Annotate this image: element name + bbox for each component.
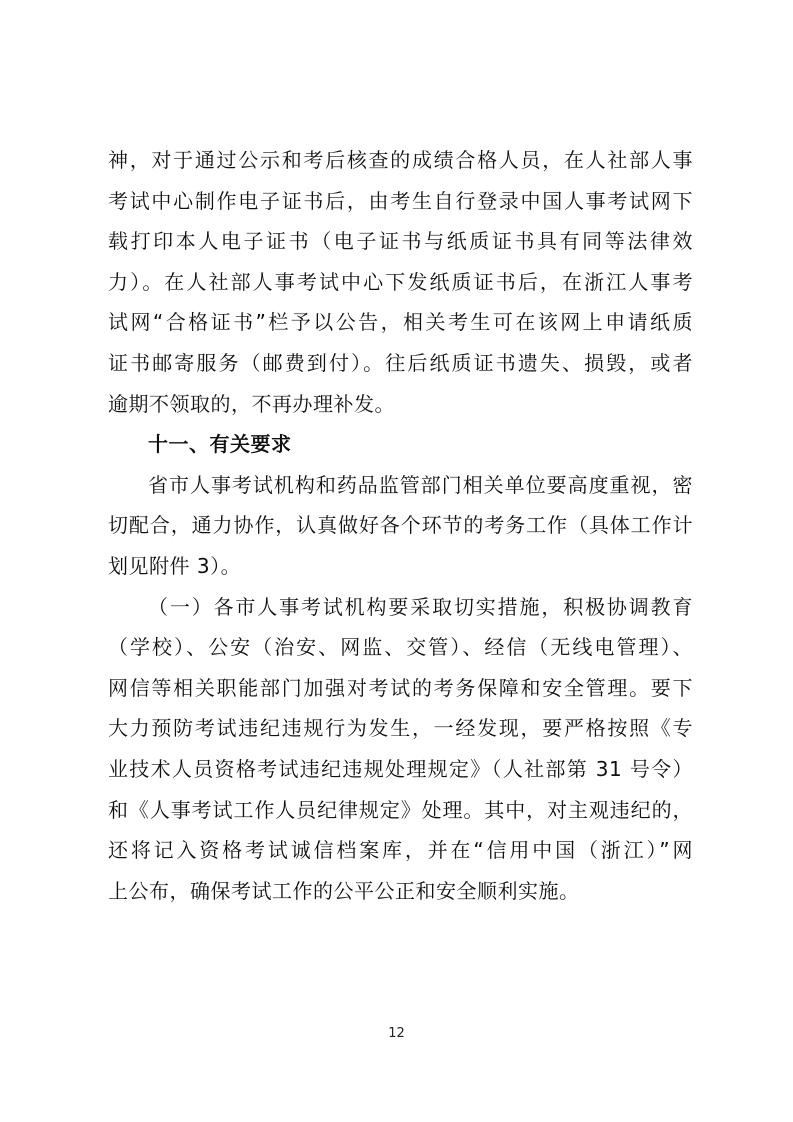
paragraph-line: 和《人事考试工作人员纪律规定》处理。其中，对主观违纪的， (108, 797, 693, 822)
paragraph-line: 证书邮寄服务（邮费到付）。往后纸质证书遗失、损毁，或者 (108, 350, 693, 375)
paragraph-line: 网信等相关职能部门加强对考试的考务保障和安全管理。要下 (108, 675, 693, 700)
paragraph-line: 考试中心制作电子证书后，由考生自行登录中国人事考试网下 (108, 188, 693, 213)
paragraph-line: 神，对于通过公示和考后核查的成绩合格人员，在人社部人事 (108, 148, 693, 172)
paragraph-line: 还将记入资格考试诚信档案库，并在“信用中国（浙江）”网 (108, 838, 693, 863)
paragraph-line: 上公布，确保考试工作的公平公正和安全顺利实施。 (108, 878, 580, 903)
paragraph-line: （一）各市人事考试机构要采取切实措施，积极协调教育 (148, 594, 693, 619)
paragraph-line: 力）。在人社部人事考试中心下发纸质证书后，在浙江人事考 (108, 269, 693, 294)
paragraph-line: 大力预防考试违纪违规行为发生，一经发现，要严格按照《专 (108, 716, 693, 741)
document-body (108, 140, 693, 911)
paragraph-line: 省市人事考试机构和药品监管部门相关单位要高度重视，密 (148, 472, 693, 497)
paragraph-line: 业技术人员资格考试违纪违规处理规定》（人社部第 31 号令） (108, 756, 693, 781)
paragraph-line: （学校）、公安（治安、网监、交管）、经信（无线电管理）、 (108, 635, 693, 660)
paragraph-line: 试网“合格证书”栏予以公告，相关考生可在该网上申请纸质 (108, 310, 693, 335)
paragraph-line: 逾期不领取的，不再办理补发。 (108, 391, 395, 416)
paragraph-line: 切配合，通力协作，认真做好各个环节的考务工作（具体工作计 (108, 513, 693, 538)
paragraph-line: 载打印本人电子证书（电子证书与纸质证书具有同等法律效 (108, 229, 693, 254)
page-number: 12 (388, 1026, 405, 1041)
section-heading: 十一、有关要求 (148, 432, 292, 457)
paragraph-line: 划见附件 3）。 (108, 553, 242, 578)
